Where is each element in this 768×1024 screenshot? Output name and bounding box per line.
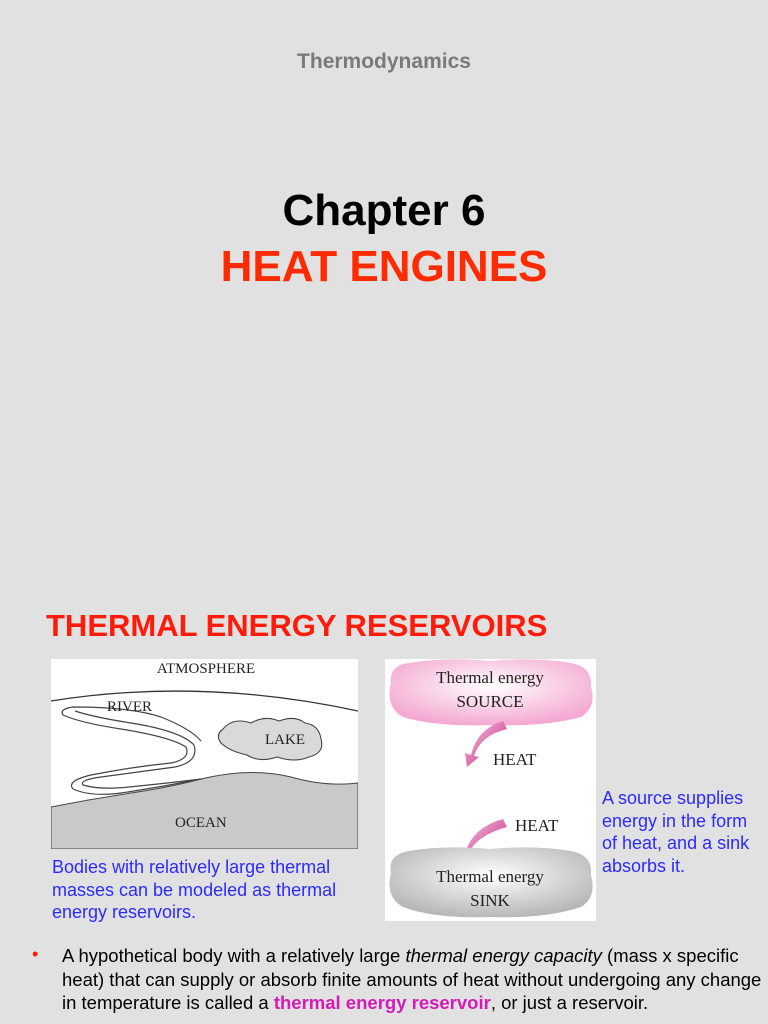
- bullet-icon: •: [32, 944, 39, 964]
- reservoirs-caption: Bodies with relatively large thermal masses can be modeled as thermal energy reservoirs.: [52, 857, 337, 923]
- term-thermal-energy-reservoir: thermal energy reservoir: [273, 992, 491, 1013]
- label-ocean: OCEAN: [175, 815, 227, 831]
- chapter-subtitle: HEAT ENGINES: [220, 242, 548, 291]
- definition-text-3: , or just a reservoir.: [490, 992, 649, 1013]
- source-sink-figure: [385, 659, 596, 921]
- sink-type: SINK: [470, 891, 510, 910]
- reservoirs-illustration: [51, 659, 358, 849]
- reservoirs-figure: [51, 659, 358, 849]
- course-title: Thermodynamics: [297, 50, 471, 73]
- source-sink-caption: A source supplies energy in the form of heat, and a sink absorbs it.: [602, 788, 750, 876]
- definition-text-2: (mass x specific heat) that can supply or absorb finite amounts of heat without undergoing any change in temperature is called a: [62, 945, 762, 1013]
- sink-label: Thermal energy: [436, 867, 544, 886]
- source-sink-illustration: [385, 659, 596, 921]
- heat-in-label: HEAT: [515, 816, 559, 835]
- source-label: Thermal energy: [436, 668, 544, 687]
- definition-paragraph: [62, 944, 762, 1015]
- label-river: RIVER: [107, 699, 152, 715]
- source-type: SOURCE: [456, 692, 524, 711]
- label-atmosphere: ATMOSPHERE: [156, 661, 256, 677]
- chapter-title: Chapter 6: [282, 186, 486, 235]
- heat-out-label: HEAT: [493, 750, 537, 769]
- label-lake: LAKE: [265, 732, 305, 748]
- section-heading: THERMAL ENERGY RESERVOIRS: [46, 608, 548, 643]
- term-thermal-energy-capacity: thermal energy capacity: [405, 945, 602, 966]
- definition-text-1: A hypothetical body with a relatively large: [62, 945, 406, 966]
